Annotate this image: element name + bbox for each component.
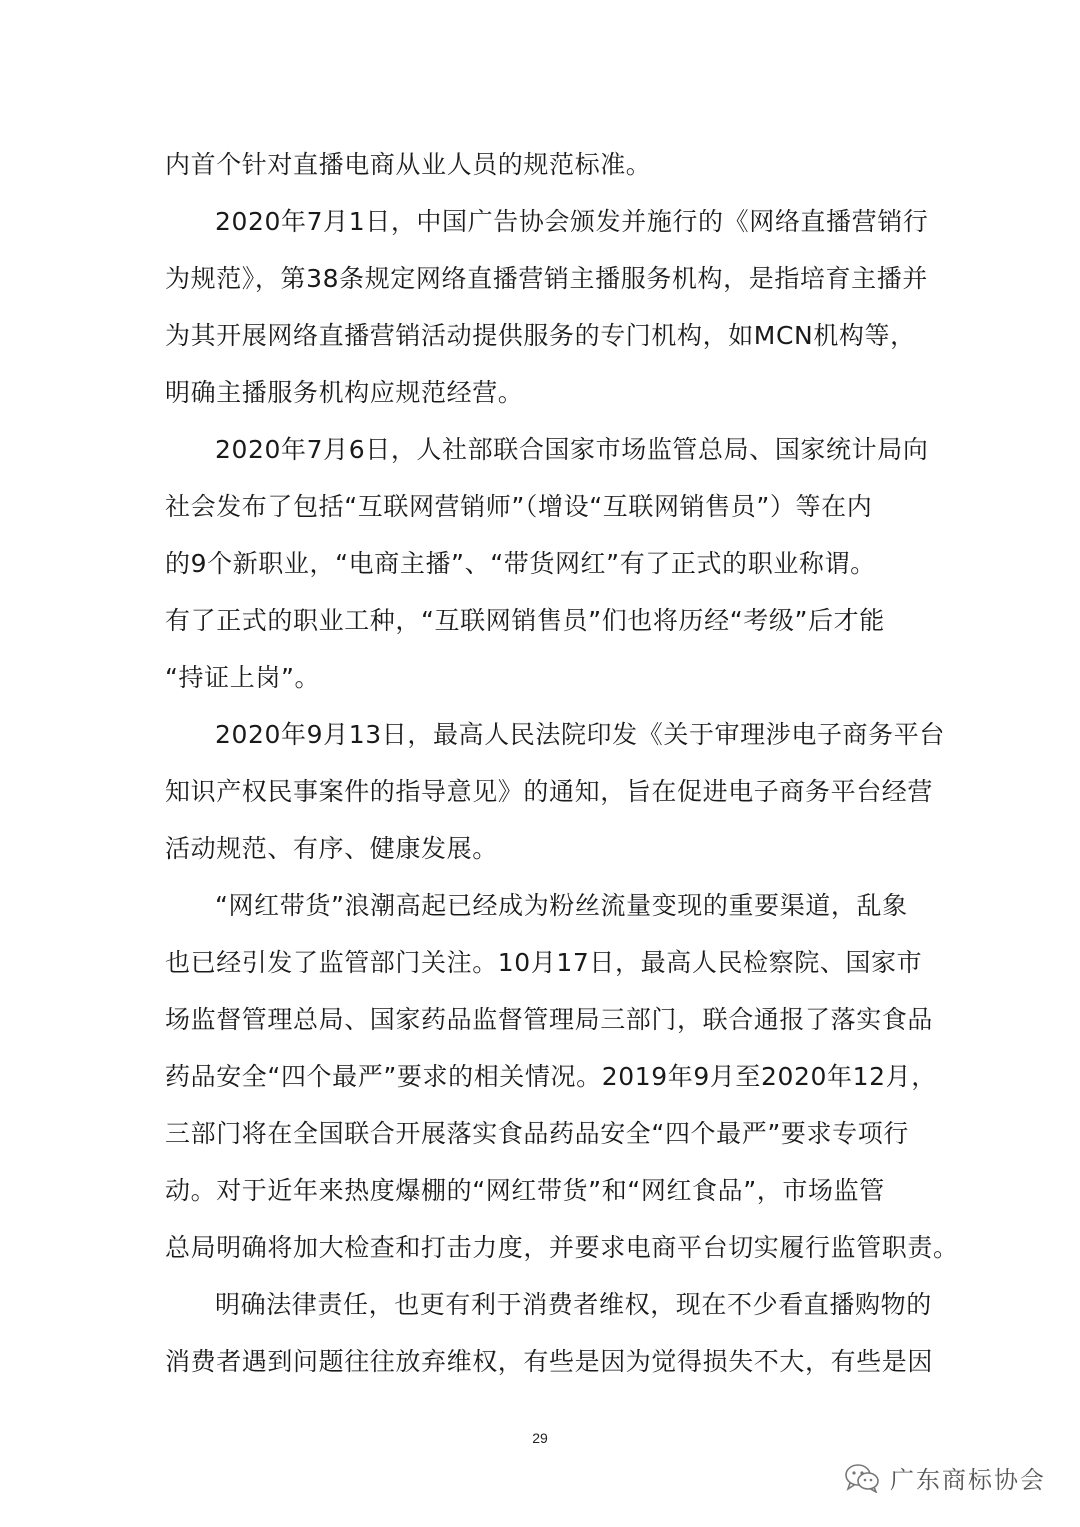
text-line: 消费者遇到问题往往放弃维权，有些是因为觉得损失不大，有些是因 (165, 1347, 934, 1376)
text-line: 总局明确将加大检查和打击力度，并要求电商平台切实履行监管职责。 (165, 1233, 959, 1262)
text-line: 为其开展网络直播营销活动提供服务的专门机构，如MCN机构等， (165, 321, 916, 350)
text-line: 的9个新职业，“电商主播”、“带货网红”有了正式的职业称谓。 (165, 549, 876, 578)
text-line: 活动规范、有序、健康发展。 (165, 834, 498, 863)
body-text (165, 136, 959, 1390)
account-watermark (844, 1460, 1046, 1495)
text-line: 有了正式的职业工种，“互联网销售员”们也将历经“考级”后才能 (165, 606, 885, 635)
text-line: 2020年7月6日，人社部联合国家市场监管总局、国家统计局向 (215, 435, 929, 464)
text-line: 明确主播服务机构应规范经营。 (165, 378, 524, 407)
text-line: 内首个针对直播电商从业人员的规范标准。 (165, 150, 652, 179)
text-line: 也已经引发了监管部门关注。10月17日，最高人民检察院、国家市 (165, 948, 923, 977)
text-line: 药品安全“四个最严”要求的相关情况。2019年9月至2020年12月， (165, 1062, 937, 1091)
text-line: 动。对于近年来热度爆棚的“网红带货”和“网红食品”，市场监管 (165, 1176, 885, 1205)
text-line: 2020年7月1日，中国广告协会颁发并施行的《网络直播营销行 (215, 207, 929, 236)
text-line: 社会发布了包括“互联网营销师”（增设“互联网销售员”）等在内 (165, 492, 873, 521)
text-line: “持证上岗”。 (165, 663, 321, 692)
page-number: 29 (532, 1430, 548, 1446)
text-line: “网红带货”浪潮高起已经成为粉丝流量变现的重要渠道，乱象 (215, 891, 908, 920)
text-line: 知识产权民事案件的指导意见》的通知，旨在促进电子商务平台经营 (165, 777, 934, 806)
text-line: 场监督管理总局、国家药品监督管理局三部门，联合通报了落实食品 (165, 1005, 934, 1034)
wechat-icon (844, 1463, 880, 1493)
text-line: 明确法律责任，也更有利于消费者维权，现在不少看直播购物的 (215, 1290, 932, 1319)
text-line: 三部门将在全国联合开展落实食品药品安全“四个最严”要求专项行 (165, 1119, 909, 1148)
watermark-text: 广东商标协会 (890, 1466, 1046, 1494)
text-line: 2020年9月13日，最高人民法院印发《关于审理涉电子商务平台 (215, 720, 945, 749)
text-line: 为规范》，第38条规定网络直播营销主播服务机构，是指培育主播并 (165, 264, 928, 293)
